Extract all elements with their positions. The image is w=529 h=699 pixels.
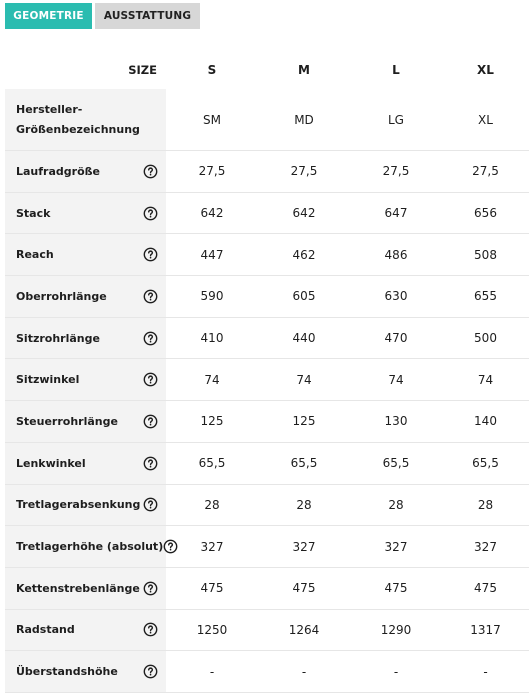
- row-value: 1317: [470, 622, 501, 637]
- row-label-text: Tretlagerabsenkung: [16, 498, 141, 512]
- row-value: -: [483, 664, 488, 679]
- row-label: [5, 318, 166, 359]
- geometry-table: [5, 51, 529, 693]
- row-value: 656: [474, 206, 497, 221]
- size-header-xl: XL: [477, 63, 494, 77]
- row-value: 74: [296, 372, 312, 387]
- row-value: 27,5: [198, 164, 226, 179]
- tab-bar: [5, 3, 200, 29]
- row-value: 475: [384, 581, 408, 596]
- row-value: 65,5: [472, 456, 499, 471]
- table-row: [5, 610, 529, 652]
- row-value: 28: [477, 497, 494, 512]
- row-value: 28: [204, 497, 220, 512]
- row-value: 655: [474, 289, 497, 304]
- row-value: 1290: [380, 622, 412, 637]
- row-label: [5, 151, 166, 192]
- help-icon[interactable]: [143, 622, 158, 637]
- table-row: [5, 443, 529, 485]
- row-value: 65,5: [198, 456, 226, 471]
- size-header-s: S: [207, 63, 217, 77]
- row-label: [5, 234, 166, 275]
- table-row: [5, 651, 529, 693]
- row-label: [5, 276, 166, 317]
- row-value: 327: [292, 539, 316, 554]
- help-icon[interactable]: [143, 331, 158, 346]
- table-row: [5, 151, 529, 193]
- row-value: 28: [296, 497, 312, 512]
- table-row: [5, 401, 529, 443]
- row-value: 27,5: [472, 164, 499, 179]
- row-value: 327: [474, 539, 497, 554]
- row-value: 27,5: [290, 164, 318, 179]
- size-header-l: L: [392, 63, 400, 77]
- row-value: 74: [204, 372, 220, 387]
- row-label-text: Tretlagerhöhe (absolut): [16, 540, 164, 554]
- row-value: 486: [384, 247, 408, 262]
- help-icon[interactable]: [143, 414, 158, 429]
- row-value: 74: [477, 372, 494, 387]
- table-row: [5, 485, 529, 527]
- table-row: [5, 89, 529, 151]
- row-value: 605: [292, 289, 316, 304]
- row-value: 642: [292, 206, 316, 221]
- help-icon[interactable]: [143, 581, 158, 596]
- row-label-text: Überstandshöhe: [16, 665, 118, 679]
- row-value: 508: [474, 247, 497, 262]
- row-value: 475: [474, 581, 497, 596]
- table-row: [5, 193, 529, 235]
- size-header-m: M: [298, 63, 310, 77]
- help-icon[interactable]: [143, 247, 158, 262]
- row-label-text: Laufradgröße: [16, 164, 100, 178]
- row-label: [5, 568, 166, 609]
- row-label: [5, 443, 166, 484]
- row-label-text: Steuerrohrlänge: [16, 414, 118, 428]
- tab-ausstattung[interactable]: AUSSTATTUNG: [95, 3, 200, 29]
- row-label: [5, 651, 166, 692]
- row-label-text: Kettenstrebenlänge: [16, 581, 140, 595]
- row-value: -: [209, 664, 215, 679]
- table-row: [5, 359, 529, 401]
- table-row: [5, 276, 529, 318]
- row-value: 1250: [196, 622, 228, 637]
- row-value: 590: [200, 289, 224, 304]
- table-row: [5, 234, 529, 276]
- row-value: 27,5: [382, 164, 410, 179]
- row-value: 500: [474, 331, 497, 346]
- size-header-text: SIZE: [128, 63, 157, 77]
- row-value: 462: [292, 247, 316, 262]
- row-label: [5, 526, 166, 567]
- table-row: [5, 526, 529, 568]
- row-value: 410: [200, 331, 224, 346]
- row-label-text: Radstand: [16, 623, 75, 637]
- row-value: 642: [200, 206, 224, 221]
- table-row: [5, 568, 529, 610]
- row-value: 327: [384, 539, 408, 554]
- row-value: LG: [388, 112, 404, 127]
- row-label: [5, 610, 166, 651]
- help-icon[interactable]: [143, 289, 158, 304]
- row-value: -: [301, 664, 307, 679]
- row-value: 65,5: [382, 456, 410, 471]
- row-value: 475: [292, 581, 316, 596]
- row-label-text: Reach: [16, 248, 54, 262]
- help-icon[interactable]: [143, 497, 158, 512]
- row-value: -: [393, 664, 399, 679]
- help-icon[interactable]: [143, 206, 158, 221]
- tab-geometrie[interactable]: GEOMETRIE: [5, 3, 92, 29]
- help-icon[interactable]: [143, 456, 158, 471]
- row-label-text: Sitzwinkel: [16, 373, 80, 387]
- row-value: 65,5: [290, 456, 318, 471]
- row-label-text: Hersteller-Größenbezeichnung: [16, 102, 140, 136]
- row-value: 125: [200, 414, 224, 429]
- row-value: 28: [388, 497, 404, 512]
- help-icon[interactable]: [143, 664, 158, 679]
- row-label: [5, 401, 166, 442]
- table-header-row: [5, 51, 529, 89]
- row-value: 475: [200, 581, 224, 596]
- help-icon[interactable]: [143, 164, 158, 179]
- row-value: 647: [384, 206, 408, 221]
- row-label: [5, 485, 166, 526]
- row-value: XL: [478, 112, 493, 127]
- size-header-label: [5, 51, 166, 89]
- row-value: 125: [292, 414, 316, 429]
- row-value: 440: [292, 331, 316, 346]
- row-value: 327: [200, 539, 224, 554]
- row-label: [5, 193, 166, 234]
- row-value: 130: [384, 414, 408, 429]
- row-label-text: Oberrohrlänge: [16, 289, 107, 303]
- row-label: [5, 359, 166, 400]
- row-label-text: Lenkwinkel: [16, 456, 86, 470]
- table-row: [5, 318, 529, 360]
- row-label: [5, 89, 166, 150]
- row-value: MD: [294, 112, 314, 127]
- row-value: 140: [474, 414, 497, 429]
- row-label-text: Stack: [16, 206, 51, 220]
- row-value: 470: [384, 331, 408, 346]
- row-value: 630: [384, 289, 408, 304]
- row-value: SM: [203, 112, 221, 127]
- row-value: 74: [388, 372, 404, 387]
- row-value: 447: [200, 247, 224, 262]
- help-icon[interactable]: [143, 372, 158, 387]
- row-label-text: Sitzrohrlänge: [16, 331, 100, 345]
- row-value: 1264: [288, 622, 320, 637]
